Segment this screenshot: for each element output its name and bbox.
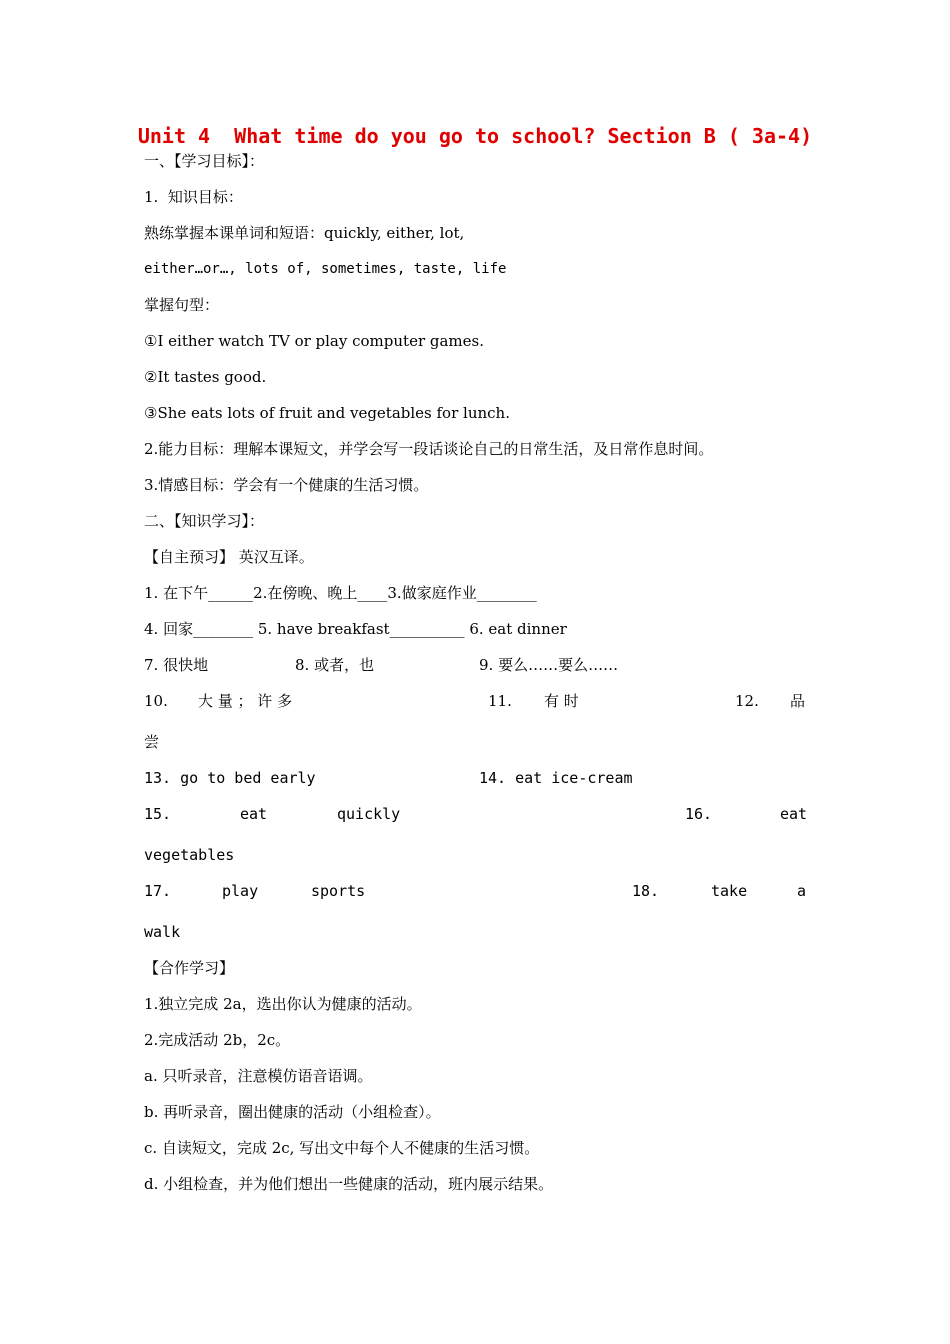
exercise-num-10: 10. bbox=[144, 692, 168, 710]
exercise-row-1: 1. 在下午______2.在傍晚、晚上____3.做家庭作业________ bbox=[144, 584, 537, 602]
coop-heading: 【合作学习】 bbox=[144, 959, 235, 977]
exercise-word-18c: walk bbox=[144, 923, 181, 941]
vocab-line-1: 熟练掌握本课单词和短语：quickly, either, lot, bbox=[144, 224, 465, 242]
section2-heading: 二、【知识学习】： bbox=[144, 512, 265, 530]
vocab-line-2: either…or…, lots of, sometimes, taste, life bbox=[144, 261, 507, 277]
exercise-word-18a: take bbox=[711, 882, 748, 900]
exercise-num-12: 12. bbox=[735, 692, 759, 710]
exercise-item-10: 大 量 ； 许 多 bbox=[198, 692, 293, 710]
exercise-word-17a: play bbox=[222, 882, 259, 900]
exercise-word-15b: quickly bbox=[337, 805, 401, 823]
exercise-item-8: 8. 或者，也 bbox=[295, 656, 375, 674]
patterns-heading: 掌握句型： bbox=[144, 296, 220, 314]
knowledge-goal: 1. 知识目标： bbox=[144, 188, 243, 206]
exercise-word-16b: vegetables bbox=[144, 846, 235, 864]
exercise-item-12-part2: 尝 bbox=[144, 733, 160, 751]
exercise-num-11: 11. bbox=[488, 692, 512, 710]
exercise-num-16: 16. bbox=[685, 805, 713, 823]
section1-heading: 一、【学习目标】： bbox=[144, 152, 265, 170]
exercise-item-13: 13. go to bed early bbox=[144, 769, 316, 787]
exercise-num-17: 17. bbox=[144, 882, 172, 900]
coop-item-a: a. 只听录音，注意模仿语音语调。 bbox=[144, 1067, 373, 1085]
exercise-num-18: 18. bbox=[632, 882, 660, 900]
ability-goal: 2.能力目标：理解本课短文，并学会写一段话谈论自己的日常生活，及日常作息时间。 bbox=[144, 440, 714, 458]
emotion-goal: 3.情感目标：学会有一个健康的生活习惯。 bbox=[144, 476, 429, 494]
preview-heading: 【自主预习】 英汉互译。 bbox=[144, 548, 314, 566]
coop-item-2: 2.完成活动 2b，2c。 bbox=[144, 1031, 291, 1049]
coop-item-d: d. 小组检查，并为他们想出一些健康的活动，班内展示结果。 bbox=[144, 1175, 554, 1193]
coop-item-c: c. 自读短文，完成 2c, 写出文中每个人不健康的生活习惯。 bbox=[144, 1139, 540, 1157]
exercise-item-7: 7. 很快地 bbox=[144, 656, 209, 674]
page-title: Unit 4 What time do you go to school? Section B ( 3a-4) bbox=[137, 124, 813, 148]
exercise-item-14: 14. eat ice-cream bbox=[479, 769, 633, 787]
pattern-2: ②It tastes good. bbox=[144, 368, 267, 386]
exercise-word-15a: eat bbox=[240, 805, 268, 823]
coop-item-1: 1.独立完成 2a，选出你认为健康的活动。 bbox=[144, 995, 422, 1013]
exercise-word-17b: sports bbox=[311, 882, 366, 900]
exercise-item-11: 有 时 bbox=[544, 692, 579, 710]
pattern-3: ③She eats lots of fruit and vegetables for lunch. bbox=[144, 404, 510, 422]
exercise-word-18b: a bbox=[797, 882, 807, 900]
exercise-num-15: 15. bbox=[144, 805, 172, 823]
exercise-row-2: 4. 回家________ 5. have breakfast__________ 6. eat dinner bbox=[144, 620, 567, 638]
coop-item-b: b. 再听录音，圈出健康的活动（小组检查）。 bbox=[144, 1103, 441, 1121]
pattern-1: ①I either watch TV or play computer games. bbox=[144, 332, 484, 350]
exercise-word-16a: eat bbox=[780, 805, 808, 823]
exercise-item-9: 9. 要么……要么…… bbox=[479, 656, 619, 674]
exercise-item-12-part1: 品 bbox=[790, 692, 806, 710]
